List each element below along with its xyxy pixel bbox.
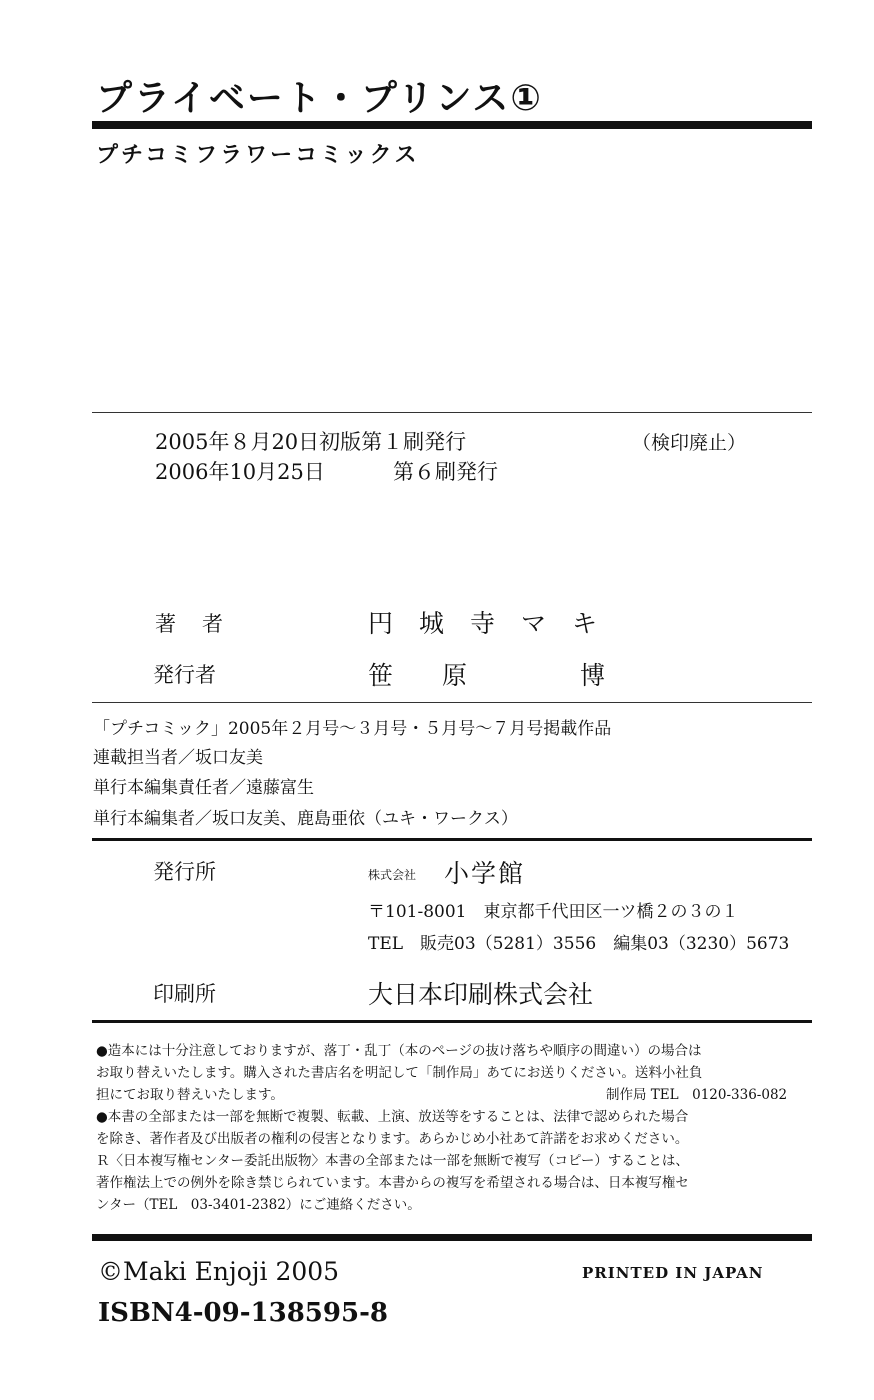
- book-title: プライベート・プリンス①: [96, 78, 543, 119]
- section-divider: [92, 1020, 812, 1023]
- publisher-person-given: 博: [580, 661, 606, 690]
- publisher-tel: TEL 販売03（5281）3556 編集03（3230）5673: [368, 934, 790, 954]
- publisher-label: 発行所: [153, 860, 216, 884]
- notice-line-7: 著作権法上での例外を除き禁じられています。本書からの複写を希望される場合は、日本複写権セ: [96, 1175, 689, 1191]
- notice-line-4: ●本書の全部または一部を無断で複製、転載、上演、放送等をすることは、法律で認められた場合: [96, 1109, 689, 1125]
- serial-line-4: 単行本編集者／坂口友美、鹿島亜依（ユキ・ワークス）: [93, 809, 518, 829]
- latest-print-date: 2006年10月25日: [155, 460, 325, 484]
- title-divider: [92, 121, 812, 129]
- serial-line-1: 「プチコミック」2005年２月号～３月号・５月号～７月号掲載作品: [93, 719, 612, 739]
- footer-divider: [92, 1234, 812, 1241]
- publisher-address: 〒101-8001 東京都千代田区一ツ橋２の３の１: [368, 902, 739, 922]
- latest-print-number: 第６刷発行: [393, 460, 498, 484]
- printer-label: 印刷所: [153, 982, 216, 1006]
- printer-name: 大日本印刷株式会社: [368, 980, 594, 1009]
- notice-line-2: お取り替えいたします。購入された書店名を明記して「制作局」あてにお送りください。送料小社負: [96, 1065, 703, 1081]
- publisher-person-label: 発行者: [153, 663, 216, 687]
- publisher-name: 小学館: [444, 859, 526, 888]
- notice-line-1: ●造本には十分注意しておりますが、落丁・乱丁（本のページの抜け落ちや順序の間違い）の場合は: [96, 1043, 702, 1059]
- notice-line-6: Ｒ〈日本複写権センター委託出版物〉本書の全部または一部を無断で複写（コピー）することは、: [96, 1153, 689, 1169]
- first-edition-line: 2005年８月20日初版第１刷発行: [155, 430, 467, 454]
- author-name: 円城寺マキ: [368, 609, 624, 638]
- corp-prefix: 株式会社: [368, 868, 417, 882]
- publisher-person-surname: 笹 原: [368, 661, 480, 690]
- section-divider: [92, 412, 812, 413]
- printed-in: PRINTED IN JAPAN: [582, 1264, 764, 1282]
- seal-note: （検印廃止）: [632, 432, 747, 454]
- serial-line-2: 連載担当者／坂口友美: [93, 748, 263, 768]
- notice-line-8: ンター（TEL 03-3401-2382）にご連絡ください。: [96, 1197, 421, 1213]
- serial-line-3: 単行本編集責任者／遠藤富生: [93, 778, 314, 798]
- label-name: プチコミフラワーコミックス: [96, 143, 420, 168]
- isbn: ISBN4-09-138595-8: [98, 1298, 388, 1328]
- notice-line-5: を除き、著作者及び出版者の権利の侵害となります。あらかじめ小社あて許諾をお求めください。: [96, 1131, 689, 1147]
- section-divider: [92, 702, 812, 703]
- author-label: 著者: [155, 612, 249, 636]
- production-tel: 制作局 TEL 0120-336-082: [606, 1087, 788, 1103]
- copyright: ©Maki Enjoji 2005: [98, 1257, 340, 1286]
- notice-line-3: 担にてお取り替えいたします。: [96, 1087, 284, 1103]
- section-divider: [92, 838, 812, 841]
